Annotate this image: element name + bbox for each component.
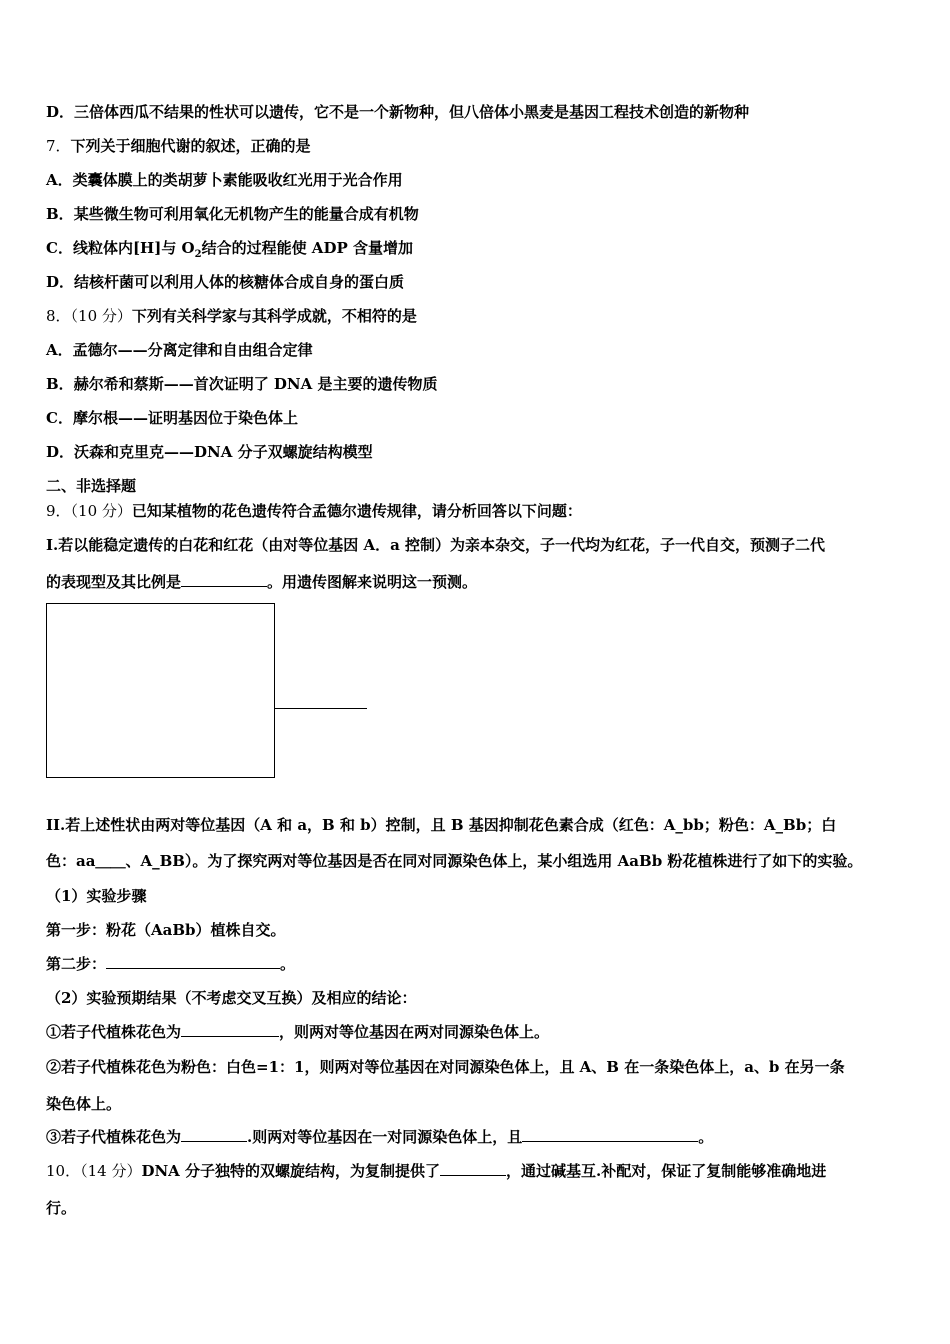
option-text: 三倍体西瓜不结果的性状可以遗传，它不是一个新物种，但八倍体小黑麦是基因工程技术创造的新物种 [74,103,750,121]
q9-stem [46,501,916,521]
option-label: C． [46,409,73,427]
option-text: 沃森和克里克——DNA 分子双螺旋结构模型 [74,443,373,461]
diagram-answer-line [275,708,367,709]
question-text: 下列关于细胞代谢的叙述，正确的是 [70,137,311,155]
option-label: A． [46,341,73,359]
q7-option-d [46,272,916,292]
q7-option-c [46,238,916,265]
answer-blank[interactable] [106,954,280,969]
answer-blank[interactable] [181,572,267,587]
q7-stem [46,136,916,156]
q9-part2-line2: 色：aa＿＿、A_BB）。为了探究两对等位基因是否在同对同源染色体上，某小组选用 AaBb 粉花植株进行了如下的实验。 [46,852,863,870]
option-text: 赫尔希和蔡斯——首次证明了 DNA 是主要的遗传物质 [73,375,438,393]
question-score: （10 分） [70,307,132,325]
question-text: 已知某植物的花色遗传符合孟德尔遗传规律，请分析回答以下问题： [131,502,582,520]
text-segment: 的表现型及其比例是 [46,573,182,591]
option-text: 类囊体膜上的类胡萝卜素能吸收红光用于光合作用 [72,171,403,189]
step-title: （1）实验步骤 [46,887,147,905]
subscript-2: 2 [194,249,202,260]
q7-option-a [46,170,916,190]
question-number: 7． [46,137,71,155]
section-title: 二、非选择题 [46,477,137,495]
option-text-part2: 结合的过程能使 ADP 含量增加 [201,239,413,257]
result-1 [46,1022,916,1042]
q8-option-b [46,374,916,394]
answer-blank[interactable] [181,1127,247,1142]
q9-part1-line2 [46,572,916,592]
q9-part2-line1: II.若上述性状由两对等位基因（A 和 a，B 和 b）控制，且 B 基因抑制花色素合成（红色：A_bb；粉色：A_Bb；白 [46,816,837,834]
question-score: （10 分） [70,502,132,520]
option-text: 结核杆菌可以利用人体的核糖体合成自身的蛋白质 [74,273,405,291]
text-segment: ，则两对等位基因在两对同源染色体上。 [279,1023,550,1041]
text-segment: ，通过碱基互.补配对，保证了复制能够准确地进 [506,1162,827,1180]
question-number: 10． [46,1162,81,1180]
answer-blank[interactable] [440,1161,506,1176]
option-label: D． [46,273,75,291]
question-text: 下列有关科学家与其科学成就，不相符的是 [131,307,417,325]
step-one: 第一步：粉花（AaBb）植株自交。 [46,921,286,939]
text-segment: 。用遗传图解来说明这一预测。 [267,573,478,591]
option-label: D． [46,103,75,121]
q8-option-d [46,442,916,462]
result-3 [46,1127,916,1147]
text-segment: DNA 分子独特的双螺旋结构，为复制提供了 [141,1162,441,1180]
q6-option-d [46,102,916,122]
q8-option-c [46,408,916,428]
option-label: B． [46,375,74,393]
option-text: 摩尔根——证明基因位于染色体上 [72,409,298,427]
text-segment: 。 [280,955,296,973]
q7-option-b [46,204,916,224]
result-2-line2: 染色体上。 [46,1095,122,1113]
result-title: （2）实验预期结果（不考虑交叉互换）及相应的结论： [46,989,417,1007]
q10-line2: 行。 [46,1199,77,1217]
genetic-diagram-box[interactable] [46,603,275,778]
option-label: B． [46,205,74,223]
option-label: C． [46,239,73,257]
q8-option-a [46,340,916,360]
q9-part1-line1: I.若以能稳定遗传的白花和红花（由对等位基因 A．a 控制）为亲本杂交，子一代均为红花，子一代自交，预测子二代 [46,536,826,554]
question-score: （14 分） [80,1162,142,1180]
result-2-line1: ②若子代植株花色为粉色：白色=1：1，则两对等位基因在对同源染色体上，且 A、B 在一条染色体上，a、b 在另一条 [46,1058,845,1076]
text-segment: ③若子代植株花色为 [46,1128,182,1146]
option-text: 某些微生物可利用氧化无机物产生的能量合成有机物 [73,205,419,223]
option-label: A． [46,171,73,189]
option-text-part1: 线粒体内[H]与 O [72,239,195,257]
option-text: 孟德尔——分离定律和自由组合定律 [72,341,313,359]
q8-stem [46,306,916,326]
answer-blank[interactable] [181,1022,279,1037]
text-segment: .则两对等位基因在一对同源染色体上，且 [247,1128,523,1146]
q10-line1 [46,1161,916,1181]
text-segment: 。 [698,1128,714,1146]
text-segment: ①若子代植株花色为 [46,1023,182,1041]
question-number: 8． [46,307,71,325]
question-number: 9． [46,502,71,520]
option-label: D． [46,443,75,461]
text-segment: 第二步： [46,955,107,973]
answer-blank[interactable] [522,1127,698,1142]
step-two [46,954,916,974]
